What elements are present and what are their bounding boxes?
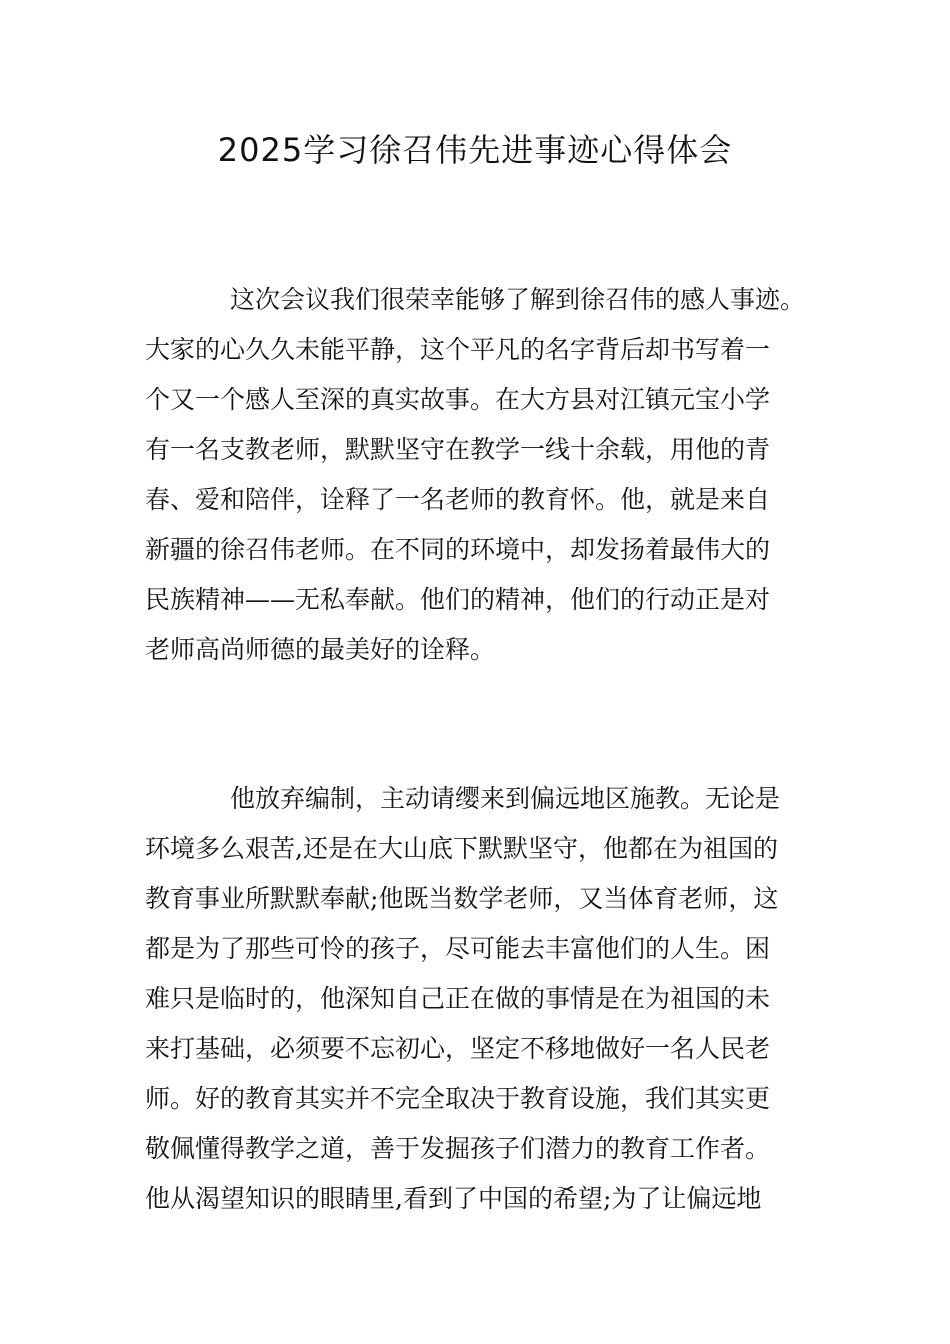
paragraph-line: 老师高尚师德的最美好的诠释。 [145,635,496,664]
paragraph-line: 个又一个感人至深的真实故事。在大方县对江镇元宝小学 [145,385,771,414]
paragraph-line: 大家的心久久未能平静，这个平凡的名字背后却书写着一 [145,335,771,364]
paragraph-line: 新疆的徐召伟老师。在不同的环境中，却发扬着最伟大的 [145,535,771,564]
paragraph-line: 民族精神——无私奉献。他们的精神，他们的行动正是对 [145,585,771,614]
paragraph-line: 春、爱和陪伴，诠释了一名老师的教育怀。他，就是来自 [145,485,771,514]
paragraph-line: 他放弃编制，主动请缨来到偏远地区施教。无论是 [230,784,781,813]
paragraph-line: 有一名支教老师，默默坚守在教学一线十余载，用他的青 [145,435,771,464]
paragraph-line: 教育事业所默默奉献;他既当数学老师，又当体育老师，这 [145,884,779,913]
paragraph-line: 他从渴望知识的眼睛里,看到了中国的希望;为了让偏远地 [145,1184,762,1213]
paragraph-line: 都是为了那些可怜的孩子，尽可能去丰富他们的人生。困 [145,934,771,963]
paragraph-line: 来打基础，必须要不忘初心，坚定不移地做好一名人民老 [145,1034,771,1063]
paragraph-line: 难只是临时的，他深知自己正在做的事情是在为祖国的未 [145,984,771,1013]
paragraph-line: 师。好的教育其实并不完全取决于教育设施，我们其实更 [145,1084,771,1113]
paragraph-line: 敬佩懂得教学之道，善于发掘孩子们潜力的教育工作者。 [145,1134,771,1163]
document-title: 2025学习徐召伟先进事迹心得体会 [217,131,733,169]
paragraph-line: 环境多么艰苦,还是在大山底下默默坚守，他都在为祖国的 [145,834,778,863]
paragraph-line: 这次会议我们很荣幸能够了解到徐召伟的感人事迹。 [230,285,806,314]
